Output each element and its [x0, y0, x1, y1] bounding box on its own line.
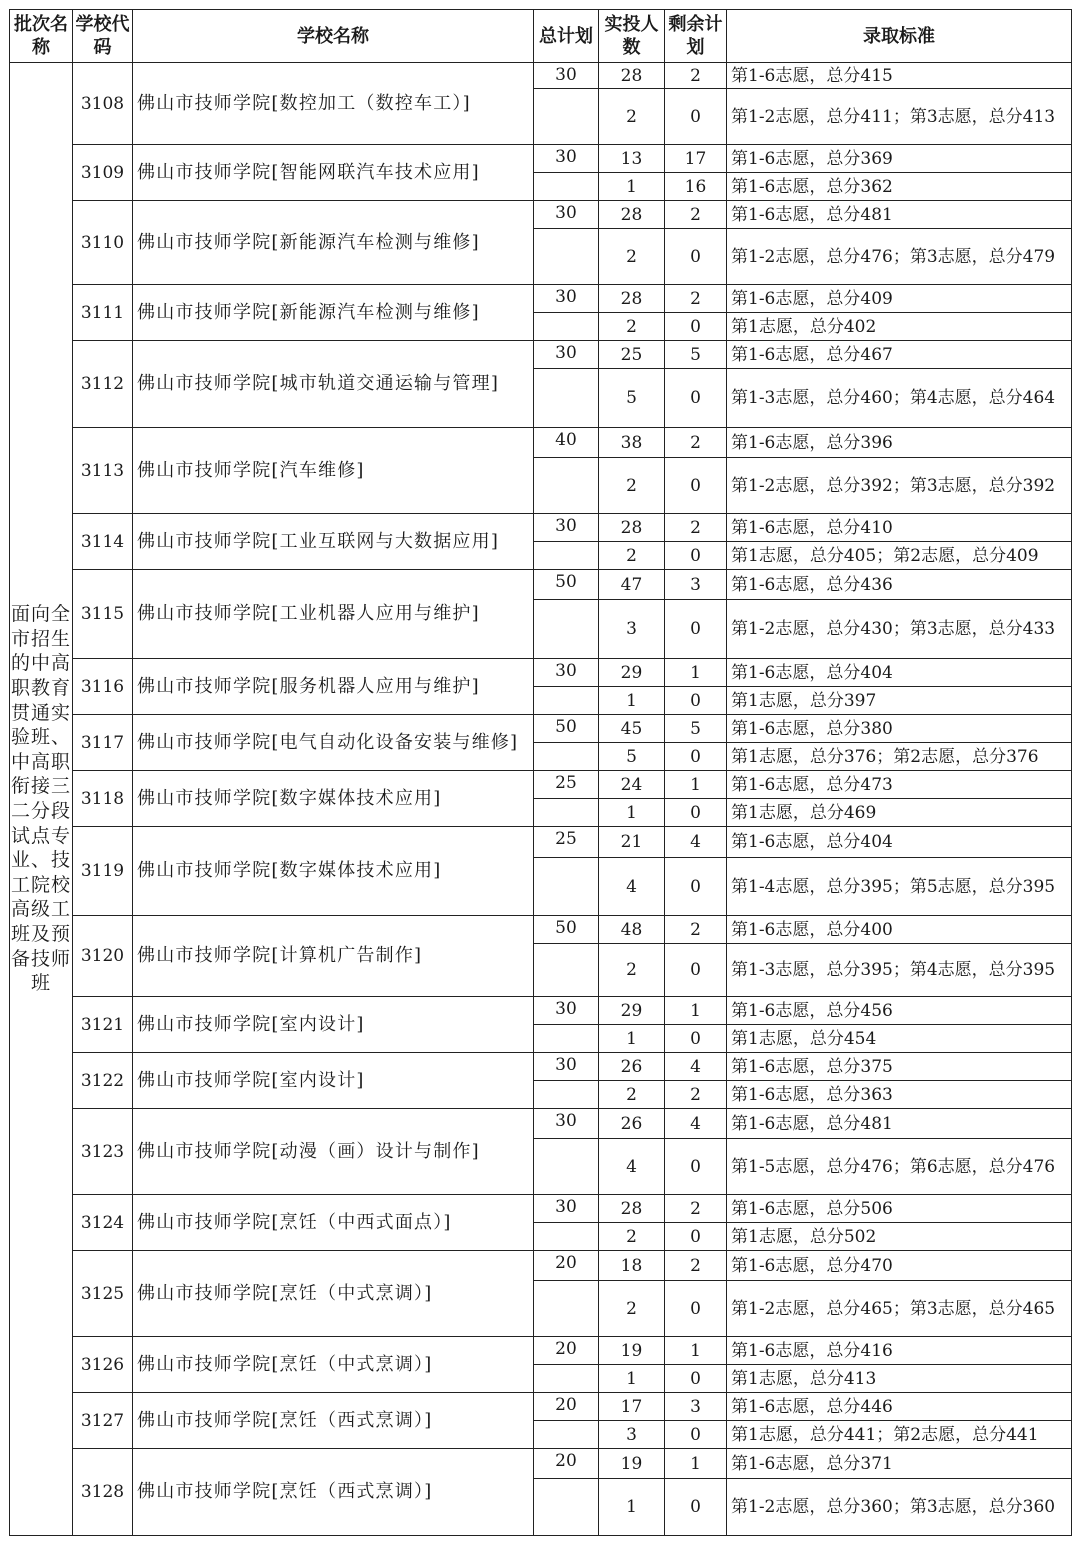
admission-standard-cell: 第1志愿，总分413 [727, 1365, 1072, 1393]
total-plan-cell: 30 [534, 341, 599, 369]
remaining-plan-cell: 0 [665, 1365, 727, 1393]
remaining-plan-cell: 3 [665, 570, 727, 600]
school-name-cell: 佛山市技师学院[汽车维修] [133, 428, 534, 514]
remaining-plan-cell: 0 [665, 229, 727, 285]
total-plan-cell [534, 600, 599, 659]
admission-table [9, 9, 1072, 1536]
school-code-cell: 3117 [73, 715, 133, 771]
total-plan-cell [534, 1479, 599, 1536]
total-plan-cell [534, 229, 599, 285]
table-row [10, 285, 1072, 313]
school-code-cell: 3112 [73, 341, 133, 428]
remaining-plan-cell: 0 [665, 1139, 727, 1195]
total-plan-cell: 50 [534, 570, 599, 600]
actual-count-cell: 17 [599, 1393, 665, 1421]
table-row [10, 428, 1072, 458]
admission-standard-cell: 第1-5志愿，总分476；第6志愿，总分476 [727, 1139, 1072, 1195]
actual-count-cell: 2 [599, 1081, 665, 1109]
actual-count-cell: 48 [599, 916, 665, 944]
remaining-plan-cell: 0 [665, 858, 727, 916]
total-plan-cell: 30 [534, 659, 599, 687]
remaining-plan-cell: 2 [665, 428, 727, 458]
actual-count-cell: 2 [599, 1223, 665, 1251]
admission-standard-cell: 第1-6志愿，总分416 [727, 1337, 1072, 1365]
admission-standard-cell: 第1志愿，总分376；第2志愿，总分376 [727, 743, 1072, 771]
table-row [10, 827, 1072, 858]
admission-standard-cell: 第1志愿，总分502 [727, 1223, 1072, 1251]
school-code-cell: 3115 [73, 570, 133, 659]
school-name-cell: 佛山市技师学院[数字媒体技术应用] [133, 771, 534, 827]
admission-standard-cell: 第1-6志愿，总分481 [727, 201, 1072, 229]
remaining-plan-cell: 2 [665, 1251, 727, 1281]
admission-standard-cell: 第1-6志愿，总分363 [727, 1081, 1072, 1109]
school-name-cell: 佛山市技师学院[城市轨道交通运输与管理] [133, 341, 534, 428]
school-name-cell: 佛山市技师学院[烹饪（中西式面点）] [133, 1195, 534, 1251]
table-row [10, 201, 1072, 229]
school-name-cell: 佛山市技师学院[数字媒体技术应用] [133, 827, 534, 916]
header-total: 总计划 [534, 10, 599, 63]
remaining-plan-cell: 2 [665, 514, 727, 542]
total-plan-cell [534, 89, 599, 145]
actual-count-cell: 2 [599, 944, 665, 997]
remaining-plan-cell: 0 [665, 1479, 727, 1536]
actual-count-cell: 2 [599, 1281, 665, 1337]
school-code-cell: 3127 [73, 1393, 133, 1449]
table-row [10, 570, 1072, 600]
admission-standard-cell: 第1-2志愿，总分392；第3志愿，总分392 [727, 458, 1072, 514]
admission-standard-cell: 第1-2志愿，总分360；第3志愿，总分360 [727, 1479, 1072, 1536]
total-plan-cell: 30 [534, 1053, 599, 1081]
admission-standard-cell: 第1-6志愿，总分506 [727, 1195, 1072, 1223]
total-plan-cell: 30 [534, 63, 599, 89]
actual-count-cell: 4 [599, 858, 665, 916]
remaining-plan-cell: 0 [665, 687, 727, 715]
total-plan-cell [534, 1223, 599, 1251]
table-body [10, 63, 1072, 1536]
remaining-plan-cell: 5 [665, 715, 727, 743]
admission-standard-cell: 第1-6志愿，总分369 [727, 145, 1072, 173]
header-name: 学校名称 [133, 10, 534, 63]
header-remain: 剩余计划 [665, 10, 727, 63]
actual-count-cell: 5 [599, 369, 665, 428]
table-row [10, 715, 1072, 743]
school-code-cell: 3109 [73, 145, 133, 201]
remaining-plan-cell: 0 [665, 542, 727, 570]
total-plan-cell [534, 858, 599, 916]
actual-count-cell: 24 [599, 771, 665, 799]
school-name-cell: 佛山市技师学院[计算机广告制作] [133, 916, 534, 997]
school-code-cell: 3121 [73, 997, 133, 1053]
actual-count-cell: 28 [599, 1195, 665, 1223]
school-code-cell: 3120 [73, 916, 133, 997]
admission-standard-cell: 第1-6志愿，总分371 [727, 1449, 1072, 1479]
actual-count-cell: 2 [599, 313, 665, 341]
total-plan-cell [534, 1365, 599, 1393]
table-row [10, 341, 1072, 369]
admission-standard-cell: 第1志愿，总分405；第2志愿，总分409 [727, 542, 1072, 570]
actual-count-cell: 21 [599, 827, 665, 858]
remaining-plan-cell: 5 [665, 341, 727, 369]
total-plan-cell: 25 [534, 827, 599, 858]
remaining-plan-cell: 0 [665, 1223, 727, 1251]
actual-count-cell: 1 [599, 1479, 665, 1536]
admission-standard-cell: 第1-2志愿，总分465；第3志愿，总分465 [727, 1281, 1072, 1337]
header-row [10, 10, 1072, 63]
school-name-cell: 佛山市技师学院[工业互联网与大数据应用] [133, 514, 534, 570]
total-plan-cell [534, 1421, 599, 1449]
actual-count-cell: 18 [599, 1251, 665, 1281]
admission-standard-cell: 第1志愿，总分454 [727, 1025, 1072, 1053]
school-name-cell: 佛山市技师学院[烹饪（西式烹调）] [133, 1449, 534, 1536]
total-plan-cell: 30 [534, 514, 599, 542]
total-plan-cell [534, 173, 599, 201]
total-plan-cell [534, 1025, 599, 1053]
remaining-plan-cell: 17 [665, 145, 727, 173]
school-code-cell: 3119 [73, 827, 133, 916]
remaining-plan-cell: 0 [665, 1025, 727, 1053]
header-standard: 录取标准 [727, 10, 1072, 63]
school-code-cell: 3126 [73, 1337, 133, 1393]
admission-standard-cell: 第1-3志愿，总分460；第4志愿，总分464 [727, 369, 1072, 428]
admission-standard-cell: 第1-4志愿，总分395；第5志愿，总分395 [727, 858, 1072, 916]
admission-standard-cell: 第1-6志愿，总分375 [727, 1053, 1072, 1081]
remaining-plan-cell: 0 [665, 743, 727, 771]
admission-standard-cell: 第1-6志愿，总分436 [727, 570, 1072, 600]
total-plan-cell: 20 [534, 1449, 599, 1479]
actual-count-cell: 26 [599, 1109, 665, 1139]
total-plan-cell [534, 1081, 599, 1109]
actual-count-cell: 2 [599, 542, 665, 570]
admission-standard-cell: 第1-6志愿，总分396 [727, 428, 1072, 458]
total-plan-cell [534, 458, 599, 514]
remaining-plan-cell: 1 [665, 1449, 727, 1479]
school-name-cell: 佛山市技师学院[新能源汽车检测与维修] [133, 285, 534, 341]
actual-count-cell: 1 [599, 1365, 665, 1393]
total-plan-cell [534, 799, 599, 827]
total-plan-cell: 20 [534, 1393, 599, 1421]
actual-count-cell: 29 [599, 997, 665, 1025]
school-name-cell: 佛山市技师学院[电气自动化设备安装与维修] [133, 715, 534, 771]
table-row [10, 514, 1072, 542]
total-plan-cell [534, 313, 599, 341]
admission-standard-cell: 第1-6志愿，总分362 [727, 173, 1072, 201]
school-code-cell: 3122 [73, 1053, 133, 1109]
actual-count-cell: 1 [599, 1025, 665, 1053]
actual-count-cell: 3 [599, 1421, 665, 1449]
total-plan-cell: 50 [534, 916, 599, 944]
actual-count-cell: 28 [599, 514, 665, 542]
admission-standard-cell: 第1-6志愿，总分415 [727, 63, 1072, 89]
admission-standard-cell: 第1-6志愿，总分400 [727, 916, 1072, 944]
total-plan-cell: 30 [534, 997, 599, 1025]
actual-count-cell: 13 [599, 145, 665, 173]
admission-standard-cell: 第1-6志愿，总分409 [727, 285, 1072, 313]
total-plan-cell: 30 [534, 285, 599, 313]
remaining-plan-cell: 0 [665, 369, 727, 428]
actual-count-cell: 28 [599, 201, 665, 229]
total-plan-cell: 25 [534, 771, 599, 799]
school-code-cell: 3128 [73, 1449, 133, 1536]
remaining-plan-cell: 2 [665, 63, 727, 89]
actual-count-cell: 1 [599, 687, 665, 715]
table-row [10, 1251, 1072, 1281]
total-plan-cell: 50 [534, 715, 599, 743]
actual-count-cell: 38 [599, 428, 665, 458]
admission-standard-cell: 第1-6志愿，总分404 [727, 827, 1072, 858]
remaining-plan-cell: 0 [665, 944, 727, 997]
remaining-plan-cell: 0 [665, 600, 727, 659]
total-plan-cell [534, 743, 599, 771]
school-name-cell: 佛山市技师学院[烹饪（中式烹调）] [133, 1337, 534, 1393]
table-row [10, 1393, 1072, 1421]
actual-count-cell: 2 [599, 89, 665, 145]
admission-standard-cell: 第1-2志愿，总分476；第3志愿，总分479 [727, 229, 1072, 285]
table-row [10, 1109, 1072, 1139]
table-row [10, 659, 1072, 687]
table-row [10, 1195, 1072, 1223]
total-plan-cell: 20 [534, 1337, 599, 1365]
table-row [10, 1449, 1072, 1479]
admission-standard-cell: 第1-6志愿，总分481 [727, 1109, 1072, 1139]
school-name-cell: 佛山市技师学院[服务机器人应用与维护] [133, 659, 534, 715]
table-row [10, 997, 1072, 1025]
actual-count-cell: 3 [599, 600, 665, 659]
school-name-cell: 佛山市技师学院[室内设计] [133, 1053, 534, 1109]
remaining-plan-cell: 3 [665, 1393, 727, 1421]
total-plan-cell [534, 369, 599, 428]
remaining-plan-cell: 0 [665, 89, 727, 145]
total-plan-cell [534, 542, 599, 570]
remaining-plan-cell: 4 [665, 827, 727, 858]
table-row [10, 771, 1072, 799]
table-row [10, 63, 1072, 89]
school-code-cell: 3110 [73, 201, 133, 285]
actual-count-cell: 45 [599, 715, 665, 743]
actual-count-cell: 26 [599, 1053, 665, 1081]
remaining-plan-cell: 0 [665, 1421, 727, 1449]
school-code-cell: 3123 [73, 1109, 133, 1195]
admission-standard-cell: 第1-6志愿，总分467 [727, 341, 1072, 369]
admission-standard-cell: 第1-6志愿，总分446 [727, 1393, 1072, 1421]
school-code-cell: 3125 [73, 1251, 133, 1337]
actual-count-cell: 2 [599, 458, 665, 514]
total-plan-cell: 30 [534, 1109, 599, 1139]
admission-standard-cell: 第1-2志愿，总分411；第3志愿，总分413 [727, 89, 1072, 145]
table-row [10, 145, 1072, 173]
school-code-cell: 3118 [73, 771, 133, 827]
remaining-plan-cell: 4 [665, 1109, 727, 1139]
total-plan-cell [534, 1139, 599, 1195]
admission-standard-cell: 第1-6志愿，总分410 [727, 514, 1072, 542]
table-row [10, 1053, 1072, 1081]
remaining-plan-cell: 1 [665, 771, 727, 799]
remaining-plan-cell: 2 [665, 201, 727, 229]
school-name-cell: 佛山市技师学院[智能网联汽车技术应用] [133, 145, 534, 201]
total-plan-cell: 30 [534, 145, 599, 173]
actual-count-cell: 47 [599, 570, 665, 600]
remaining-plan-cell: 2 [665, 916, 727, 944]
school-name-cell: 佛山市技师学院[数控加工（数控车工）] [133, 63, 534, 145]
admission-standard-cell: 第1-6志愿，总分473 [727, 771, 1072, 799]
actual-count-cell: 19 [599, 1337, 665, 1365]
school-code-cell: 3108 [73, 63, 133, 145]
admission-standard-cell: 第1志愿，总分441；第2志愿，总分441 [727, 1421, 1072, 1449]
school-code-cell: 3124 [73, 1195, 133, 1251]
school-name-cell: 佛山市技师学院[烹饪（西式烹调）] [133, 1393, 534, 1449]
school-name-cell: 佛山市技师学院[工业机器人应用与维护] [133, 570, 534, 659]
admission-standard-cell: 第1-6志愿，总分456 [727, 997, 1072, 1025]
school-code-cell: 3113 [73, 428, 133, 514]
header-code: 学校代码 [73, 10, 133, 63]
actual-count-cell: 25 [599, 341, 665, 369]
admission-standard-cell: 第1-6志愿，总分470 [727, 1251, 1072, 1281]
total-plan-cell [534, 1281, 599, 1337]
admission-standard-cell: 第1-6志愿，总分380 [727, 715, 1072, 743]
remaining-plan-cell: 2 [665, 1195, 727, 1223]
total-plan-cell: 40 [534, 428, 599, 458]
table-row [10, 916, 1072, 944]
header-actual: 实投人数 [599, 10, 665, 63]
remaining-plan-cell: 1 [665, 997, 727, 1025]
total-plan-cell: 30 [534, 201, 599, 229]
actual-count-cell: 5 [599, 743, 665, 771]
actual-count-cell: 1 [599, 799, 665, 827]
admission-standard-cell: 第1志愿，总分469 [727, 799, 1072, 827]
remaining-plan-cell: 1 [665, 659, 727, 687]
school-name-cell: 佛山市技师学院[烹饪（中式烹调）] [133, 1251, 534, 1337]
school-code-cell: 3114 [73, 514, 133, 570]
admission-standard-cell: 第1-6志愿，总分404 [727, 659, 1072, 687]
remaining-plan-cell: 0 [665, 458, 727, 514]
school-name-cell: 佛山市技师学院[新能源汽车检测与维修] [133, 201, 534, 285]
actual-count-cell: 19 [599, 1449, 665, 1479]
remaining-plan-cell: 0 [665, 799, 727, 827]
table-row [10, 1337, 1072, 1365]
remaining-plan-cell: 1 [665, 1337, 727, 1365]
remaining-plan-cell: 2 [665, 285, 727, 313]
actual-count-cell: 28 [599, 285, 665, 313]
actual-count-cell: 1 [599, 173, 665, 201]
header-batch: 批次名称 [10, 10, 73, 63]
total-plan-cell [534, 944, 599, 997]
school-code-cell: 3111 [73, 285, 133, 341]
admission-standard-cell: 第1-2志愿，总分430；第3志愿，总分433 [727, 600, 1072, 659]
remaining-plan-cell: 16 [665, 173, 727, 201]
school-code-cell: 3116 [73, 659, 133, 715]
total-plan-cell [534, 687, 599, 715]
actual-count-cell: 29 [599, 659, 665, 687]
school-name-cell: 佛山市技师学院[室内设计] [133, 997, 534, 1053]
actual-count-cell: 2 [599, 229, 665, 285]
total-plan-cell: 20 [534, 1251, 599, 1281]
remaining-plan-cell: 2 [665, 1081, 727, 1109]
school-name-cell: 佛山市技师学院[动漫（画）设计与制作] [133, 1109, 534, 1195]
batch-name-cell: 面向全市招生的中高职教育贯通实验班、中高职衔接三二分段试点专业、技工院校高级工班及预备技师班 [10, 63, 73, 1536]
actual-count-cell: 28 [599, 63, 665, 89]
actual-count-cell: 4 [599, 1139, 665, 1195]
total-plan-cell: 30 [534, 1195, 599, 1223]
remaining-plan-cell: 0 [665, 313, 727, 341]
admission-standard-cell: 第1志愿，总分402 [727, 313, 1072, 341]
admission-standard-cell: 第1志愿，总分397 [727, 687, 1072, 715]
remaining-plan-cell: 0 [665, 1281, 727, 1337]
admission-standard-cell: 第1-3志愿，总分395；第4志愿，总分395 [727, 944, 1072, 997]
remaining-plan-cell: 4 [665, 1053, 727, 1081]
